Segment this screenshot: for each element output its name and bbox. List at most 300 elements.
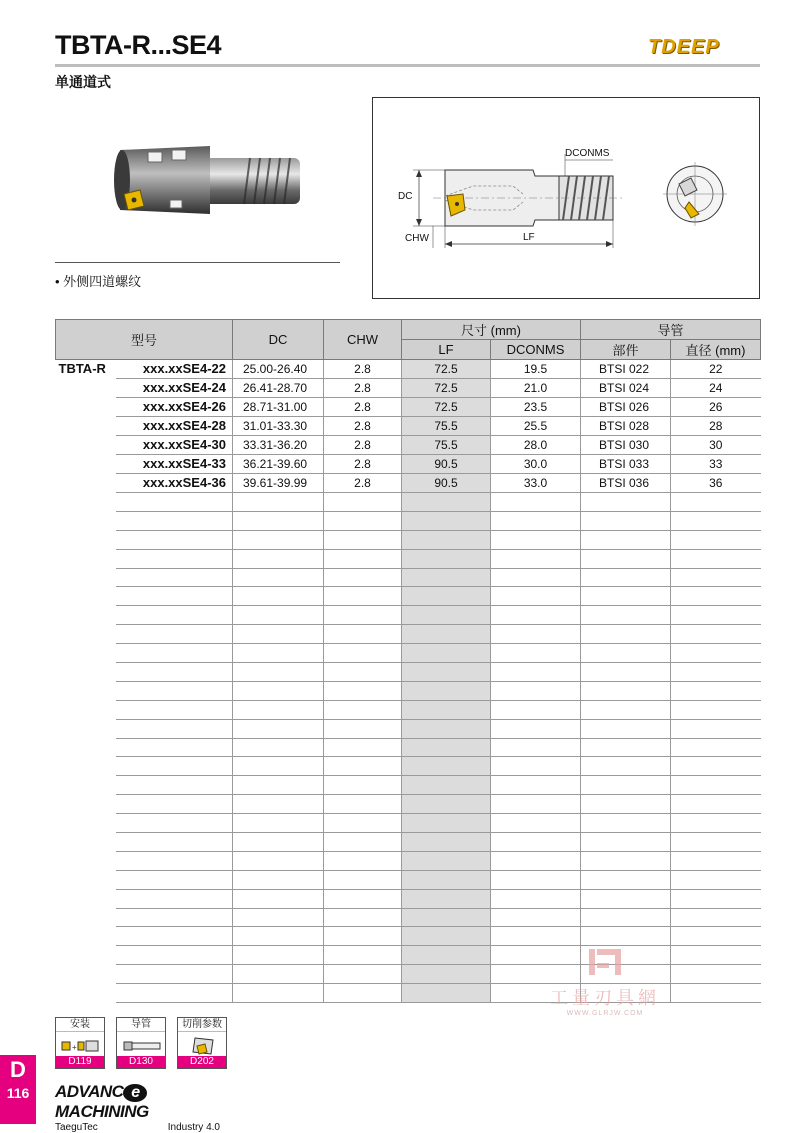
cell-dconms (491, 663, 581, 682)
cell-lf (402, 511, 491, 530)
cell-diameter (671, 511, 761, 530)
row-prefix (56, 908, 116, 927)
cell-lf (402, 870, 491, 889)
cell-model (116, 833, 233, 852)
cell-part (581, 757, 671, 776)
cell-chw: 2.8 (324, 398, 402, 417)
cell-dc (233, 681, 324, 700)
cell-lf (402, 663, 491, 682)
cell-lf (402, 776, 491, 795)
cell-model (116, 681, 233, 700)
header-guide: 导管 (581, 320, 761, 340)
cell-part (581, 851, 671, 870)
cell-dc (233, 946, 324, 965)
cell-dc (233, 549, 324, 568)
cell-diameter (671, 795, 761, 814)
cell-part: BTSI 024 (581, 379, 671, 398)
cell-part: BTSI 033 (581, 455, 671, 474)
ref-guide[interactable] (116, 1017, 166, 1069)
cell-dc (233, 851, 324, 870)
cell-model (116, 644, 233, 663)
cell-part (581, 530, 671, 549)
insert-install-icon (61, 1036, 101, 1056)
section-letter: D (10, 1057, 26, 1082)
cell-dconms (491, 927, 581, 946)
brand-logo: TDEEP (648, 36, 720, 58)
empty-table-row (56, 663, 761, 682)
section-tab (0, 1055, 36, 1124)
footer-tagline: Industry 4.0 (167, 1122, 220, 1133)
row-prefix (56, 606, 116, 625)
row-prefix: TBTA-R (58, 361, 106, 377)
header-dc: DC (233, 320, 324, 360)
cell-dconms (491, 625, 581, 644)
cell-diameter: 30 (671, 436, 761, 455)
empty-table-row (56, 889, 761, 908)
cell-lf (402, 889, 491, 908)
cell-dconms: 23.5 (491, 398, 581, 417)
row-prefix (56, 946, 116, 965)
cell-lf: 90.5 (402, 474, 491, 493)
cell-lf: 90.5 (402, 455, 491, 474)
cell-part (581, 795, 671, 814)
row-prefix (56, 814, 116, 833)
empty-table-row (56, 530, 761, 549)
cell-dc (233, 719, 324, 738)
spec-table-body (56, 360, 761, 1003)
cell-part: BTSI 030 (581, 436, 671, 455)
row-prefix (56, 738, 116, 757)
cell-chw: 2.8 (324, 379, 402, 398)
cutting-data-icon (183, 1036, 223, 1056)
header-diameter: 直径 (mm) (671, 340, 761, 360)
footer-logo-text: ADVANC (55, 1082, 124, 1101)
cell-dc (233, 738, 324, 757)
cell-model (116, 738, 233, 757)
header-model: 型号 (56, 320, 233, 360)
cell-diameter (671, 927, 761, 946)
ref-cutting-page: D202 (178, 1056, 226, 1068)
footer-company: TaeguTec (55, 1122, 98, 1133)
table-row (56, 417, 761, 436)
cell-dconms (491, 493, 581, 512)
title-divider (55, 64, 760, 67)
cell-dc: 28.71-31.00 (233, 398, 324, 417)
cell-dc: 26.41-28.70 (233, 379, 324, 398)
page-subtitle: 单通道式 (55, 74, 111, 90)
cell-lf: 72.5 (402, 360, 491, 379)
ref-cutting[interactable] (177, 1017, 227, 1069)
empty-table-row (56, 757, 761, 776)
cell-part (581, 663, 671, 682)
empty-table-row (56, 908, 761, 927)
cell-model (116, 719, 233, 738)
cell-chw: 2.8 (324, 455, 402, 474)
cell-model: xxx.xxSE4-33 (116, 455, 233, 474)
cell-chw (324, 870, 402, 889)
guide-tube-icon (122, 1036, 162, 1056)
cell-dconms (491, 568, 581, 587)
cell-part (581, 700, 671, 719)
cell-model (116, 568, 233, 587)
cell-dconms: 21.0 (491, 379, 581, 398)
cell-dconms: 30.0 (491, 455, 581, 474)
row-prefix (56, 511, 116, 530)
header-lf: LF (402, 340, 491, 360)
row-prefix (56, 681, 116, 700)
cell-model (116, 776, 233, 795)
table-row (56, 398, 761, 417)
cell-lf (402, 984, 491, 1003)
cell-diameter (671, 965, 761, 984)
cell-model (116, 511, 233, 530)
row-prefix (56, 417, 116, 436)
cell-lf: 72.5 (402, 379, 491, 398)
cell-part (581, 908, 671, 927)
cell-lf (402, 757, 491, 776)
chw-dimension-label: CHW (405, 233, 429, 244)
header-part: 部件 (581, 340, 671, 360)
cell-lf (402, 946, 491, 965)
cell-model (116, 587, 233, 606)
cell-diameter: 28 (671, 417, 761, 436)
cell-lf (402, 549, 491, 568)
page-number: 116 (6, 1085, 30, 1101)
cell-model: xxx.xxSE4-26 (116, 398, 233, 417)
cell-diameter (671, 587, 761, 606)
cell-diameter (671, 493, 761, 512)
cell-dc: 39.61-39.99 (233, 474, 324, 493)
cell-chw: 2.8 (324, 474, 402, 493)
cell-dconms (491, 606, 581, 625)
cell-chw: 2.8 (324, 417, 402, 436)
cell-chw (324, 549, 402, 568)
empty-table-row (56, 870, 761, 889)
cell-model (116, 984, 233, 1003)
watermark-logo-icon (585, 945, 625, 979)
cell-diameter: 24 (671, 379, 761, 398)
cell-lf (402, 719, 491, 738)
cell-diameter (671, 681, 761, 700)
cell-chw (324, 814, 402, 833)
cell-lf (402, 700, 491, 719)
cell-dc: 25.00-26.40 (233, 360, 324, 379)
table-row (56, 379, 761, 398)
cell-model (116, 549, 233, 568)
row-prefix (56, 625, 116, 644)
empty-table-row (56, 568, 761, 587)
cell-lf (402, 738, 491, 757)
watermark-site: 工量刃具網 (550, 988, 660, 1008)
cell-dc (233, 644, 324, 663)
cell-chw (324, 776, 402, 795)
cell-chw (324, 908, 402, 927)
cell-part (581, 814, 671, 833)
cell-lf (402, 814, 491, 833)
cell-dconms (491, 908, 581, 927)
cell-dconms (491, 511, 581, 530)
watermark-url: WWW.GLRJW.COM (566, 1010, 644, 1017)
footer-logo-tail: MACHINING (55, 1102, 149, 1121)
row-prefix (56, 700, 116, 719)
cell-model (116, 493, 233, 512)
cell-lf (402, 681, 491, 700)
cell-part (581, 719, 671, 738)
cell-diameter (671, 889, 761, 908)
cell-dc (233, 700, 324, 719)
cell-dc (233, 965, 324, 984)
cell-dconms (491, 644, 581, 663)
cell-dconms (491, 814, 581, 833)
row-prefix (56, 663, 116, 682)
cell-diameter (671, 738, 761, 757)
cell-diameter: 33 (671, 455, 761, 474)
cell-part (581, 606, 671, 625)
cell-model (116, 625, 233, 644)
technical-drawing (372, 97, 760, 299)
cell-dc (233, 795, 324, 814)
empty-table-row (56, 681, 761, 700)
watermark (540, 945, 670, 1017)
cell-chw (324, 700, 402, 719)
cell-diameter (671, 644, 761, 663)
empty-table-row (56, 511, 761, 530)
cell-chw (324, 795, 402, 814)
cell-diameter: 22 (671, 360, 761, 379)
cell-chw: 2.8 (324, 436, 402, 455)
cell-part (581, 644, 671, 663)
ref-guide-page: D130 (117, 1056, 165, 1068)
cell-dc (233, 606, 324, 625)
row-prefix (56, 436, 116, 455)
cell-model: xxx.xxSE4-36 (116, 474, 233, 493)
header-dimensions: 尺寸 (mm) (402, 320, 581, 340)
cell-chw (324, 530, 402, 549)
cell-dconms: 28.0 (491, 436, 581, 455)
cell-model (116, 870, 233, 889)
cell-dc (233, 663, 324, 682)
cell-part (581, 870, 671, 889)
cell-diameter (671, 568, 761, 587)
cell-chw (324, 965, 402, 984)
footer-logo (55, 1082, 220, 1133)
row-prefix (56, 927, 116, 946)
empty-table-row (56, 644, 761, 663)
cell-lf (402, 795, 491, 814)
cell-dconms (491, 851, 581, 870)
cell-dc (233, 568, 324, 587)
cell-part: BTSI 028 (581, 417, 671, 436)
cell-diameter (671, 530, 761, 549)
empty-table-row (56, 795, 761, 814)
cell-model: xxx.xxSE4-28 (116, 417, 233, 436)
ref-install-page: D119 (56, 1056, 104, 1068)
cell-part (581, 511, 671, 530)
cell-model (116, 700, 233, 719)
cell-dconms (491, 587, 581, 606)
cell-dconms (491, 889, 581, 908)
row-prefix (56, 493, 116, 512)
cell-dconms: 19.5 (491, 360, 581, 379)
cell-diameter (671, 625, 761, 644)
cell-model (116, 851, 233, 870)
cell-dconms (491, 757, 581, 776)
cell-chw (324, 833, 402, 852)
cell-diameter (671, 606, 761, 625)
cell-part (581, 549, 671, 568)
cell-part (581, 889, 671, 908)
row-prefix (56, 549, 116, 568)
cell-dconms (491, 738, 581, 757)
end-view (663, 162, 727, 226)
cell-diameter (671, 549, 761, 568)
cell-lf (402, 965, 491, 984)
cell-dconms (491, 700, 581, 719)
cell-lf (402, 493, 491, 512)
row-prefix (56, 870, 116, 889)
cell-dc (233, 625, 324, 644)
cell-dc (233, 757, 324, 776)
empty-table-row (56, 851, 761, 870)
cell-chw (324, 644, 402, 663)
cell-dc: 31.01-33.30 (233, 417, 324, 436)
dc-dimension-label: DC (398, 191, 413, 202)
cell-diameter: 36 (671, 474, 761, 493)
cell-chw (324, 568, 402, 587)
cell-diameter (671, 870, 761, 889)
cell-model (116, 663, 233, 682)
cell-diameter (671, 663, 761, 682)
cell-chw (324, 889, 402, 908)
cell-dc (233, 814, 324, 833)
cell-part: BTSI 026 (581, 398, 671, 417)
empty-table-row (56, 833, 761, 852)
cell-model: xxx.xxSE4-24 (116, 379, 233, 398)
cell-part (581, 833, 671, 852)
row-prefix (56, 530, 116, 549)
cell-chw (324, 851, 402, 870)
cell-dconms (491, 870, 581, 889)
empty-table-row (56, 606, 761, 625)
empty-table-row (56, 927, 761, 946)
cell-dc (233, 776, 324, 795)
cell-lf (402, 927, 491, 946)
cell-diameter (671, 833, 761, 852)
cell-diameter: 26 (671, 398, 761, 417)
cell-dc (233, 530, 324, 549)
cell-chw (324, 719, 402, 738)
cell-diameter (671, 757, 761, 776)
cell-diameter (671, 700, 761, 719)
cell-dc (233, 870, 324, 889)
header-dconms: DCONMS (491, 340, 581, 360)
page-title: TBTA-R...SE4 (55, 30, 222, 60)
cell-model (116, 606, 233, 625)
cell-chw (324, 681, 402, 700)
row-prefix (56, 965, 116, 984)
cell-part (581, 568, 671, 587)
cell-dconms (491, 833, 581, 852)
cell-model (116, 757, 233, 776)
cell-model (116, 889, 233, 908)
row-prefix (56, 889, 116, 908)
cell-lf (402, 644, 491, 663)
cell-dc: 33.31-36.20 (233, 436, 324, 455)
footer-logo-e: e (123, 1084, 147, 1102)
row-prefix (56, 833, 116, 852)
cell-model: xxx.xxSE4-22 (116, 360, 233, 379)
row-prefix (56, 644, 116, 663)
cell-part (581, 625, 671, 644)
cell-dc (233, 984, 324, 1003)
row-prefix (56, 776, 116, 795)
cell-dconms (491, 776, 581, 795)
empty-table-row (56, 493, 761, 512)
table-row (56, 474, 761, 493)
cell-chw (324, 606, 402, 625)
cell-chw (324, 511, 402, 530)
cell-dc (233, 493, 324, 512)
cell-diameter (671, 984, 761, 1003)
empty-table-row (56, 625, 761, 644)
row-prefix (56, 795, 116, 814)
cell-chw (324, 663, 402, 682)
cell-diameter (671, 776, 761, 795)
row-prefix (56, 851, 116, 870)
row-prefix (56, 474, 116, 493)
cell-diameter (671, 908, 761, 927)
cell-dc: 36.21-39.60 (233, 455, 324, 474)
cell-chw (324, 625, 402, 644)
cell-lf (402, 587, 491, 606)
cell-part (581, 587, 671, 606)
cell-part (581, 927, 671, 946)
feature-note: • 外侧四道螺纹 (55, 274, 142, 289)
photo-divider (55, 262, 340, 263)
row-prefix (56, 984, 116, 1003)
lf-dimension-label: LF (523, 232, 535, 243)
cell-lf (402, 908, 491, 927)
ref-install[interactable] (55, 1017, 105, 1069)
cell-dc (233, 927, 324, 946)
cell-diameter (671, 851, 761, 870)
cell-lf (402, 625, 491, 644)
cell-part: BTSI 022 (581, 360, 671, 379)
product-photo (110, 130, 320, 230)
empty-table-row (56, 776, 761, 795)
cell-lf: 72.5 (402, 398, 491, 417)
row-prefix (56, 757, 116, 776)
cell-chw (324, 927, 402, 946)
cell-diameter (671, 719, 761, 738)
spec-table (55, 319, 761, 1003)
cell-dconms (491, 549, 581, 568)
cell-dconms (491, 795, 581, 814)
ref-guide-label: 导管 (117, 1018, 165, 1032)
cell-lf (402, 851, 491, 870)
empty-table-row (56, 719, 761, 738)
ref-install-label: 安装 (56, 1018, 104, 1032)
cell-lf (402, 530, 491, 549)
cell-part (581, 681, 671, 700)
cell-dc (233, 587, 324, 606)
dconms-dimension-label: DCONMS (565, 148, 610, 159)
cell-dconms: 33.0 (491, 474, 581, 493)
cell-dconms (491, 719, 581, 738)
cell-dconms (491, 530, 581, 549)
cell-dc (233, 889, 324, 908)
cell-part (581, 776, 671, 795)
